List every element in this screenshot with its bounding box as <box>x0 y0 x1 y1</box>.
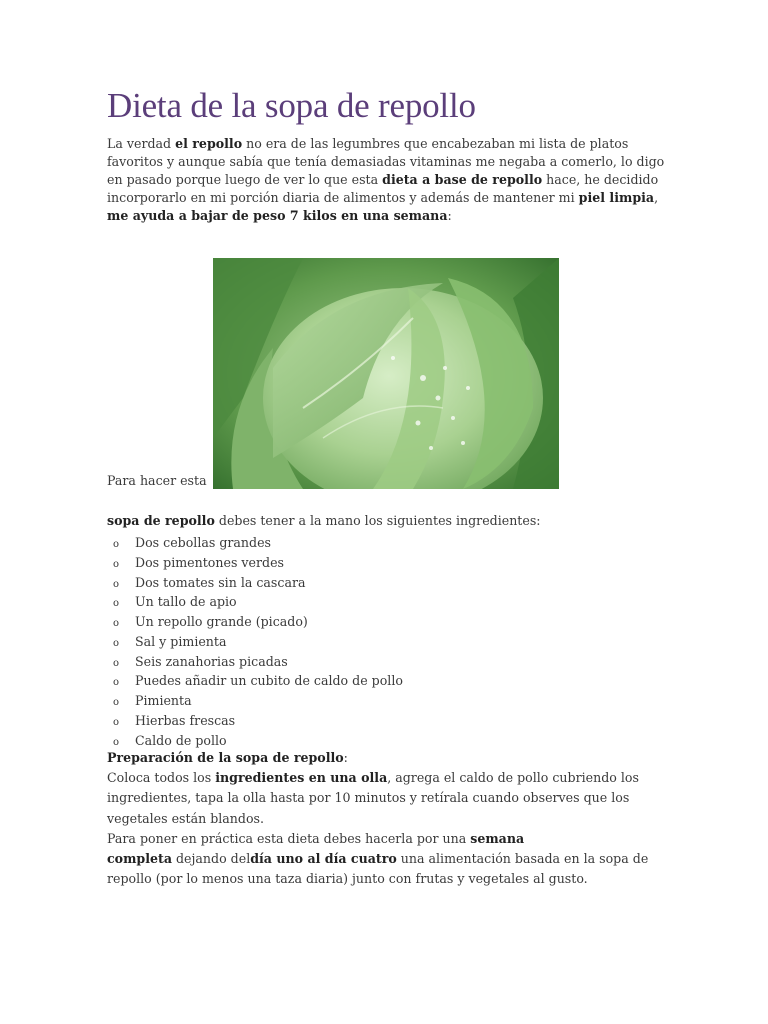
prep-bold-semana: semana <box>470 830 525 846</box>
ingredients-list <box>107 533 403 750</box>
bullet-icon: o <box>113 558 120 570</box>
ingredients-intro-bold: sopa de repollo <box>107 513 215 528</box>
prep-bold-olla: ingredientes en una olla <box>215 770 388 786</box>
ingredients-intro-text: debes tener a la mano los siguientes ingredientes: <box>214 513 541 528</box>
list-item <box>107 612 403 632</box>
preparation-paragraph-1 <box>107 768 667 829</box>
bullet-icon: o <box>113 618 120 629</box>
preparation-heading-colon: : <box>343 750 348 765</box>
ingredient-text: Un tallo de apio <box>135 594 237 610</box>
intro-text: La verdad <box>107 136 176 151</box>
list-item <box>107 553 403 573</box>
list-item <box>107 573 403 593</box>
list-item <box>107 632 403 652</box>
ingredient-text: Dos pimentones verdes <box>135 554 284 570</box>
cabbage-image <box>213 258 559 489</box>
intro-paragraph <box>107 135 667 225</box>
page-title: Dieta de la sopa de repollo <box>107 86 476 125</box>
ingredient-text: Caldo de pollo <box>135 732 227 748</box>
preparation-section <box>107 748 667 889</box>
list-item <box>107 533 403 553</box>
bullet-icon: o <box>113 637 120 649</box>
preparation-paragraph-2 <box>107 829 667 890</box>
preparation-heading <box>107 748 667 768</box>
intro-bold-bajar: me ayuda a bajar de peso 7 kilos en una semana <box>107 207 448 223</box>
bullet-icon: o <box>113 539 120 550</box>
intro-bold-repollo: el repollo <box>175 136 243 151</box>
list-item <box>107 652 403 672</box>
ingredient-text: Sal y pimienta <box>135 633 227 649</box>
bullet-icon: o <box>113 578 120 590</box>
list-item <box>107 711 403 731</box>
intro-text: no era de las legumbres que encabezaban mi lista de platos favoritos y aunque sabía que tenía demasiadas vitaminas me negaba a comerlo, lo digo en pasado porque luego de ver lo que esta <box>107 136 665 187</box>
list-item <box>107 592 403 612</box>
prep-text: una alimentación basada en la sopa de repollo (por lo menos una taza diaria) junto con frutas y vegetales al gusto. <box>107 851 649 887</box>
list-item <box>107 671 403 691</box>
ingredients-intro <box>107 513 541 528</box>
bullet-icon: o <box>113 598 120 610</box>
bullet-icon: o <box>113 716 120 728</box>
ingredient-text: Hierbas frescas <box>135 712 236 728</box>
prep-bold-completa: completa <box>107 851 172 867</box>
prep-text: , agrega el caldo de pollo cubriendo los ingredientes, tapa la olla hasta por 10 minutos y retírala cuando observes que los vegetales están blandos. <box>107 770 639 826</box>
bullet-icon: o <box>113 736 120 748</box>
bullet-icon: o <box>113 657 120 669</box>
bullet-icon: o <box>113 677 120 689</box>
ingredient-text: Dos cebollas grandes <box>135 535 272 550</box>
prep-text: Para poner en práctica esta dieta debes hacerla por una <box>107 830 471 846</box>
ingredient-text: Puedes añadir un cubito de caldo de pollo <box>135 673 403 689</box>
prep-bold-dias: día uno al día cuatro <box>250 851 397 867</box>
list-item <box>107 691 403 711</box>
intro-text: : <box>447 207 452 223</box>
intro-text: hace, he decidido incorporarlo en mi porción diaria de alimentos y además de mantener mi <box>107 171 659 205</box>
ingredient-text: Un repollo grande (picado) <box>135 614 308 629</box>
bullet-icon: o <box>113 697 120 708</box>
prep-text: Coloca todos los <box>107 770 216 786</box>
intro-bold-piel: piel limpia <box>578 189 655 205</box>
ingredient-text: Pimienta <box>135 693 192 708</box>
preparation-heading-text: Preparación de la sopa de repollo <box>107 750 344 765</box>
prep-text: dejando del <box>171 851 251 867</box>
ingredient-text: Dos tomates sin la cascara <box>135 574 306 590</box>
ingredient-text: Seis zanahorias picadas <box>135 653 288 669</box>
para-hacer-text: Para hacer esta <box>107 473 207 488</box>
intro-bold-dieta: dieta a base de repollo <box>382 171 543 187</box>
intro-text: , <box>654 189 659 205</box>
